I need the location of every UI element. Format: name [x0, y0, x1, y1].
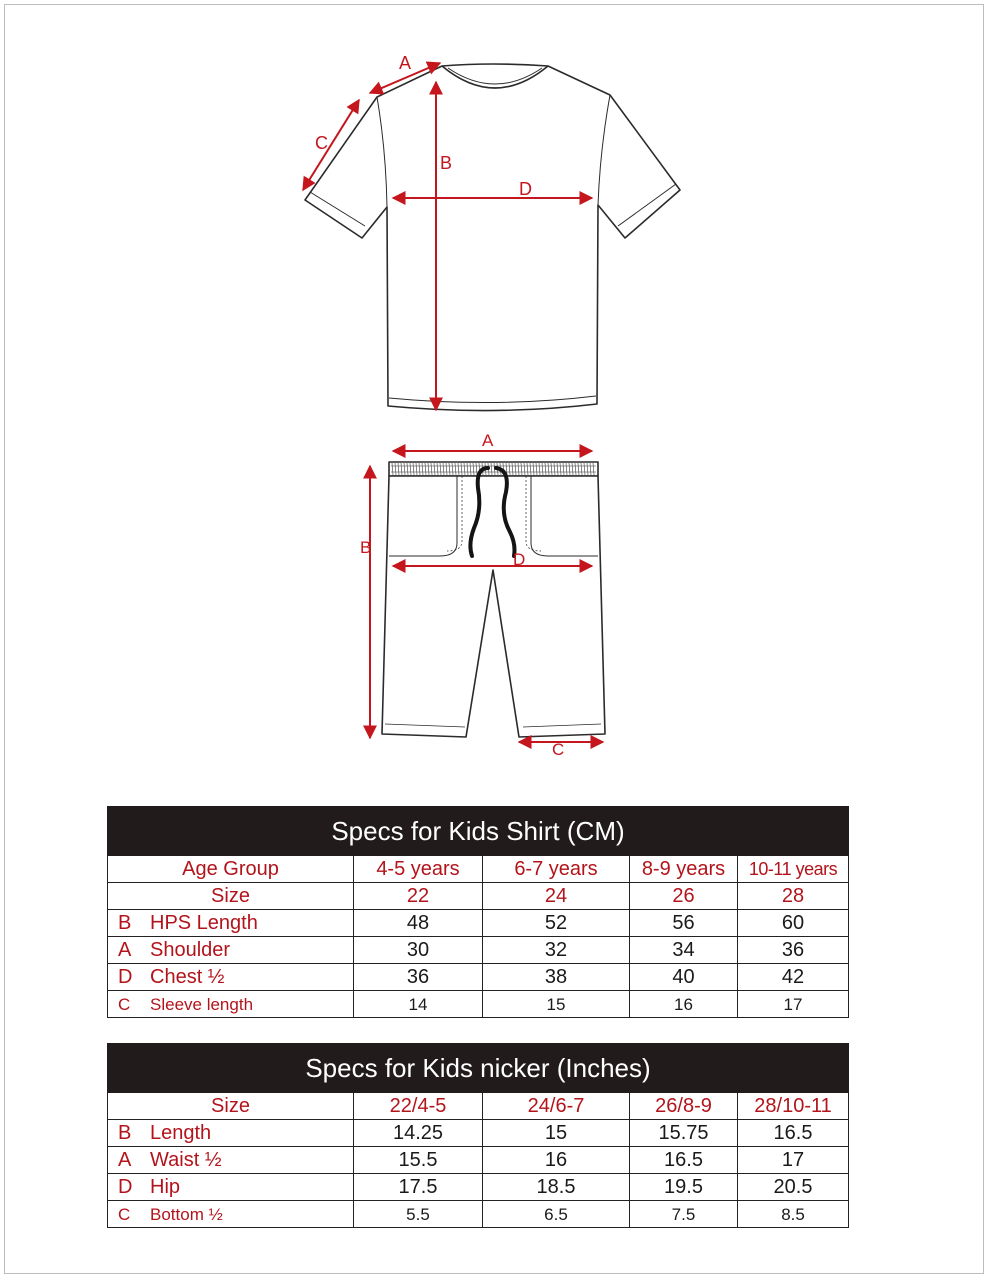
nicker-dim-c-label: C	[552, 740, 565, 759]
value-cell: 60	[738, 910, 849, 937]
value-cell: 17.5	[354, 1174, 483, 1201]
tshirt-outline	[305, 64, 680, 411]
value-cell: 20.5	[738, 1174, 849, 1201]
measure-code: A	[118, 939, 132, 961]
value-cell: 15.5	[354, 1147, 483, 1174]
value-cell: 14	[354, 991, 483, 1018]
size-cell: 28/10-11	[738, 1093, 849, 1120]
age-cell: 6-7 years	[483, 856, 630, 883]
size-cell: 24/6-7	[483, 1093, 630, 1120]
value-cell: 32	[483, 937, 630, 964]
value-cell: 14.25	[354, 1120, 483, 1147]
value-cell: 34	[630, 937, 738, 964]
table-row	[108, 910, 849, 937]
value-cell: 15	[483, 1120, 630, 1147]
measure-code: B	[118, 1122, 132, 1144]
value-cell: 56	[630, 910, 738, 937]
shirt-dim-d-label: D	[519, 179, 532, 199]
value-cell: 16.5	[630, 1147, 738, 1174]
table-row	[108, 1147, 849, 1174]
value-cell: 40	[630, 964, 738, 991]
value-cell: 36	[738, 937, 849, 964]
size-cell: 22/4-5	[354, 1093, 483, 1120]
table-row	[108, 1201, 849, 1228]
shirt-spec-table	[107, 806, 849, 1018]
measure-code: C	[118, 994, 131, 1014]
value-cell: 17	[738, 991, 849, 1018]
nicker-dim-b-label: B	[360, 538, 372, 557]
measure-code: B	[118, 912, 132, 934]
value-cell: 30	[354, 937, 483, 964]
value-cell: 15	[483, 991, 630, 1018]
measure-name: Hip	[150, 1176, 181, 1198]
measure-code: C	[118, 1204, 131, 1224]
value-cell: 18.5	[483, 1174, 630, 1201]
value-cell: 7.5	[630, 1201, 738, 1228]
measure-code: D	[118, 1176, 133, 1198]
shirt-dim-b-label: B	[440, 153, 453, 173]
value-cell: 42	[738, 964, 849, 991]
value-cell: 6.5	[483, 1201, 630, 1228]
nicker-outline	[382, 462, 605, 737]
value-cell: 36	[354, 964, 483, 991]
measure-name: Chest ½	[150, 966, 225, 988]
size-cell: 26	[630, 883, 738, 910]
value-cell: 8.5	[738, 1201, 849, 1228]
table-row	[108, 1120, 849, 1147]
age-cell: 4-5 years	[354, 856, 483, 883]
nicker-table-title: Specs for Kids nicker (Inches)	[108, 1044, 849, 1093]
measure-name: Shoulder	[150, 939, 231, 961]
size-label: Size	[108, 1093, 354, 1120]
table-row	[108, 991, 849, 1018]
value-cell: 15.75	[630, 1120, 738, 1147]
value-cell: 19.5	[630, 1174, 738, 1201]
measure-name: HPS Length	[150, 912, 258, 934]
shirt-dim-c-label: C	[315, 133, 328, 153]
value-cell: 52	[483, 910, 630, 937]
value-cell: 17	[738, 1147, 849, 1174]
measure-code: A	[118, 1149, 132, 1171]
value-cell: 16	[483, 1147, 630, 1174]
size-cell: 22	[354, 883, 483, 910]
size-cell: 26/8-9	[630, 1093, 738, 1120]
age-cell: 10-11 years	[738, 856, 849, 883]
value-cell: 38	[483, 964, 630, 991]
table-row	[108, 1174, 849, 1201]
value-cell: 5.5	[354, 1201, 483, 1228]
size-label: Size	[108, 883, 354, 910]
size-cell: 28	[738, 883, 849, 910]
nicker-dim-d-label: D	[513, 550, 526, 569]
table-row	[108, 937, 849, 964]
measure-name: Sleeve length	[150, 994, 254, 1014]
measure-name: Bottom ½	[150, 1204, 223, 1224]
value-cell: 16	[630, 991, 738, 1018]
table-row	[108, 964, 849, 991]
measure-name: Waist ½	[150, 1149, 222, 1171]
shirt-table-title: Specs for Kids Shirt (CM)	[108, 807, 849, 856]
age-group-label: Age Group	[108, 856, 354, 883]
measure-code: D	[118, 966, 133, 988]
shirt-dim-a-label: A	[399, 53, 412, 73]
measure-name: Length	[150, 1122, 212, 1144]
value-cell: 16.5	[738, 1120, 849, 1147]
size-cell: 24	[483, 883, 630, 910]
nicker-dim-a-label: A	[482, 431, 494, 450]
age-cell: 8-9 years	[630, 856, 738, 883]
value-cell: 48	[354, 910, 483, 937]
nicker-spec-table	[107, 1043, 849, 1228]
